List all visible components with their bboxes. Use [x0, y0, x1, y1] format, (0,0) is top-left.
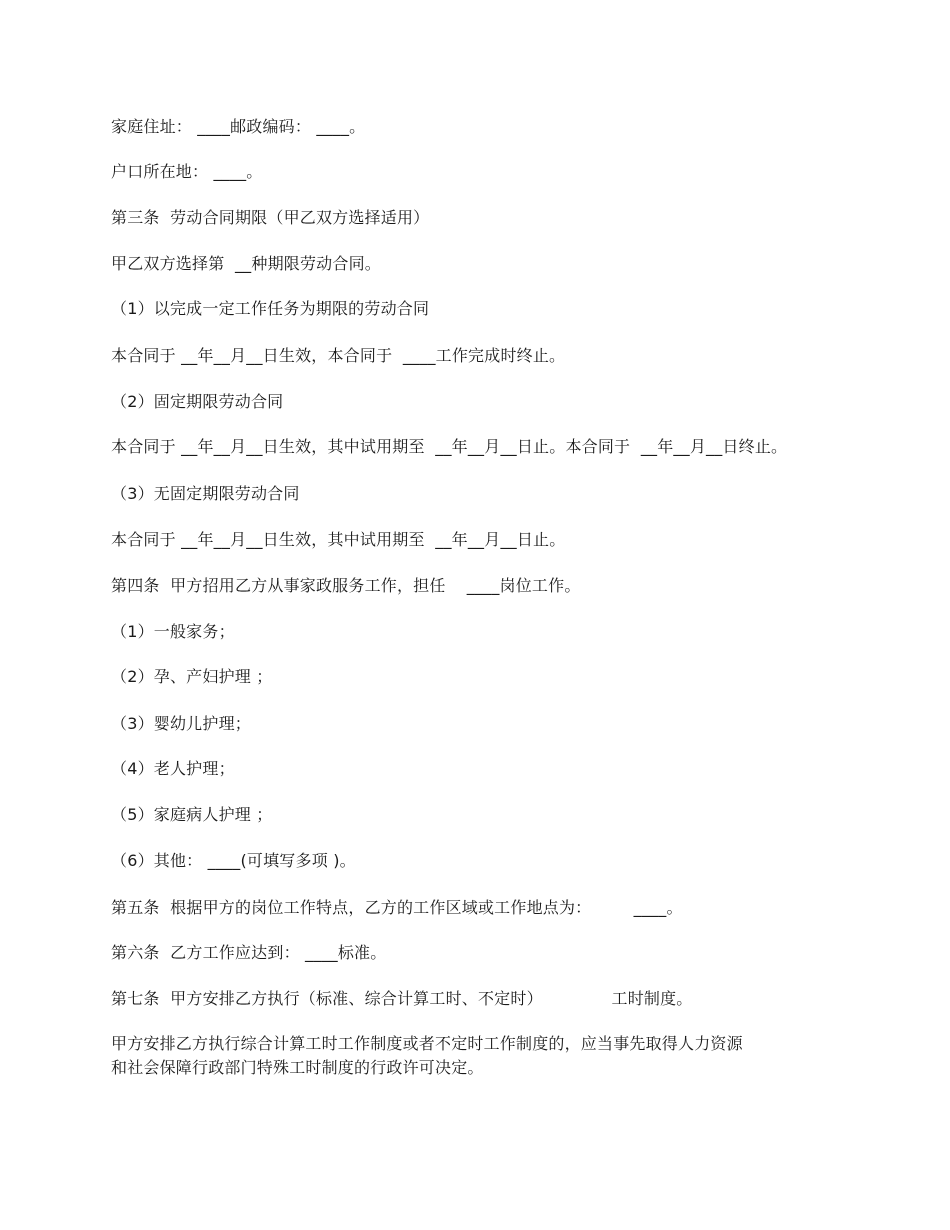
text-line: 本合同于 __年__月__日生效，其中试用期至 __年__月__日止。本合同于 __年__月__日终止。	[111, 437, 788, 456]
list-item: （3）婴幼儿护理；	[111, 714, 251, 733]
list-item: （1）一般家务；	[111, 622, 235, 641]
list-item: （2）孕、产妇护理 ；	[111, 667, 273, 686]
text-line: 户口所在地： ____。	[111, 162, 263, 181]
list-item: （5）家庭病人护理 ；	[111, 805, 273, 824]
text-line: 本合同于 __年__月__日生效，其中试用期至 __年__月__日止。	[111, 530, 566, 549]
section-heading: 第四条 甲方招用乙方从事家政服务工作，担任 ____岗位工作。	[111, 576, 581, 595]
list-item: （4）老人护理；	[111, 759, 235, 778]
text-line: 甲乙双方选择第 __种期限劳动合同。	[111, 254, 381, 273]
list-item: （3）无固定期限劳动合同	[111, 484, 300, 503]
section-heading: 第七条 甲方安排乙方执行（标准、综合计算工时、不定时） 工时制度。	[111, 989, 693, 1008]
text-line: 甲方安排乙方执行综合计算工时工作制度或者不定时工作制度的，应当事先取得人力资源	[111, 1034, 743, 1053]
section-heading: 第五条 根据甲方的岗位工作特点，乙方的工作区域或工作地点为： ____。	[111, 898, 683, 917]
section-heading: 第六条 乙方工作应达到： ____标准。	[111, 943, 387, 962]
list-item: （6）其他： ____(可填写多项 )。	[111, 851, 356, 870]
text-line: 本合同于 __年__月__日生效，本合同于 ____工作完成时终止。	[111, 346, 566, 365]
section-heading: 第三条 劳动合同期限（甲乙双方选择适用）	[111, 208, 430, 227]
list-item: （2）固定期限劳动合同	[111, 392, 284, 411]
text-line: 和社会保障行政部门特殊工时制度的行政许可决定。	[111, 1058, 484, 1077]
text-line: 家庭住址： ____邮政编码： ____。	[111, 117, 366, 136]
list-item: （1）以完成一定工作任务为期限的劳动合同	[111, 299, 430, 318]
